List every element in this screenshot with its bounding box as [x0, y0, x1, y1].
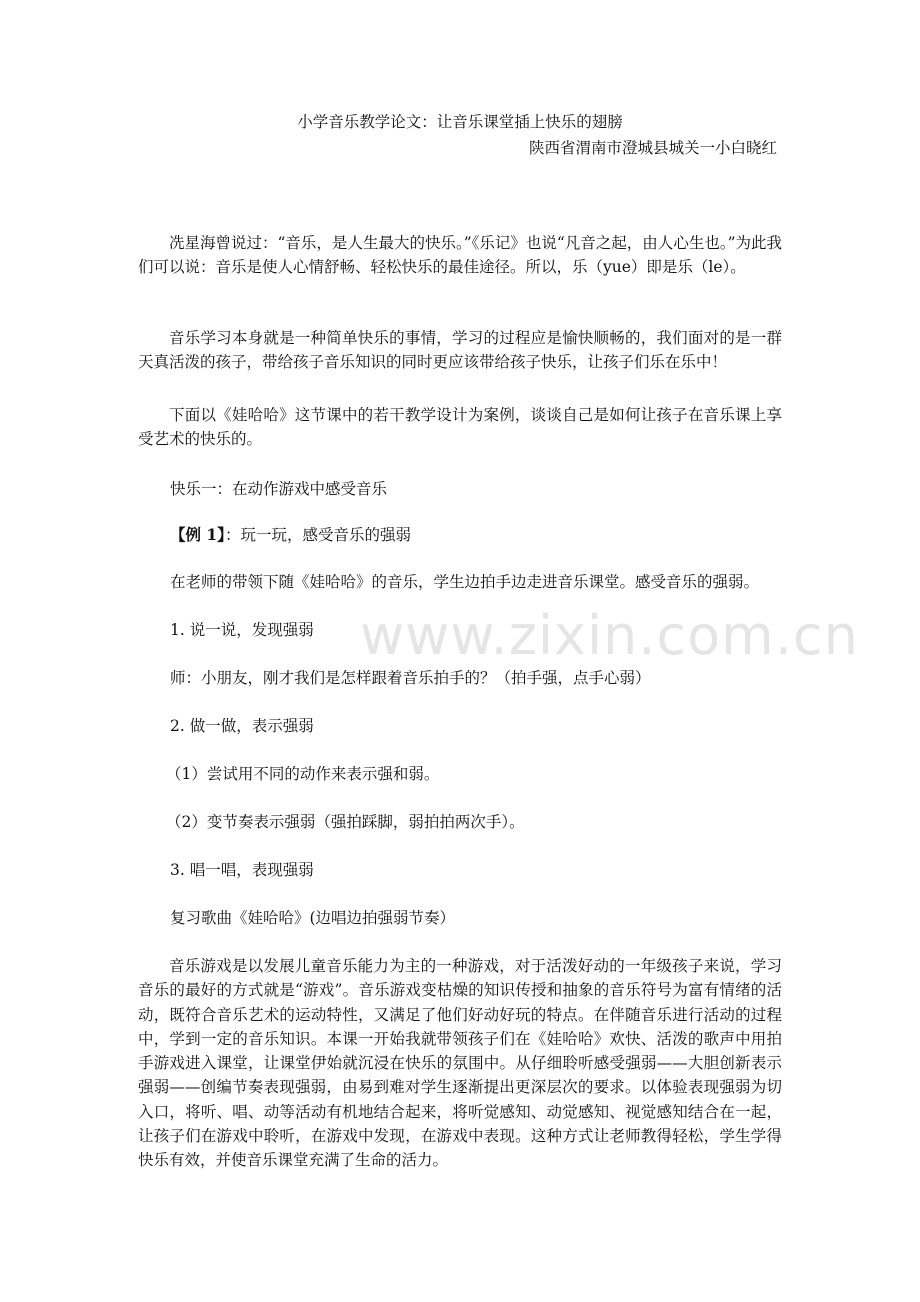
paragraph-3: 下面以《娃哈哈》这节课中的若干教学设计为案例，谈谈自己是如何让孩子在音乐课上享受艺术的快乐的。: [138, 406, 782, 449]
example-heading: [170, 523, 411, 547]
example-text: ：玩一玩，感受音乐的强弱: [224, 526, 411, 544]
review-line: 复习歌曲《娃哈哈》(边唱边拍强弱节奏）: [170, 909, 456, 927]
document-title: 小学音乐教学论文：让音乐课堂插上快乐的翅膀: [297, 113, 623, 131]
step-2: 2. 做一做，表示强弱: [170, 717, 314, 735]
step-2b: （2）变节奏表示强弱（强拍踩脚，弱拍拍两次手）。: [166, 813, 525, 831]
step-3: 3. 唱一唱，表现强弱: [170, 861, 314, 879]
example-label: 【例 1】: [170, 525, 225, 544]
intro-line: 在老师的带领下随《娃哈哈》的音乐，学生边拍手边走进音乐课堂。感受音乐的强弱。: [170, 573, 760, 591]
step-2a: （1）尝试用不同的动作来表示强和弱。: [166, 765, 440, 783]
step-1: 1. 说一说，发现强弱: [170, 621, 314, 639]
paragraph-1: 冼星海曾说过：“音乐，是人生最大的快乐。”《乐记》也说“凡音之起，由人心生也。”为此我们可以说：音乐是使人心情舒畅、轻松快乐的最佳途径。所以，乐（yue）即是乐（le）。: [138, 234, 782, 277]
teacher-line: 师：小朋友，刚才我们是怎样跟着音乐拍手的？（拍手强，点手心弱）: [170, 669, 651, 687]
section-heading-1: 快乐一：在动作游戏中感受音乐: [170, 480, 388, 498]
document-author: 陕西省渭南市澄城县城关一小白晓红: [528, 139, 777, 157]
paragraph-2: 音乐学习本身就是一种简单快乐的事情，学习的过程应是愉快顺畅的，我们面对的是一群天真活泼的孩子，带给孩子音乐知识的同时更应该带给孩子快乐，让孩子们乐在乐中！: [138, 329, 782, 372]
paragraph-4: 音乐游戏是以发展儿童音乐能力为主的一种游戏，对于活泼好动的一年级孩子来说，学习音乐的最好的方式就是“游戏”。音乐游戏变枯燥的知识传授和抽象的音乐符号为富有情绪的活动，既符合音乐艺术的运动特性，又满足了他们好动好玩的特点。在伴随音乐进行活动的过程中，学到一定的音乐知识。本课一开始我就带领孩子们在《娃哈哈》欢快、活泼的歌声中用拍手游戏进入课堂，让课堂伊始就沉浸在快乐的氛围中。从仔细聆听感受强弱——大胆创新表示强弱——创编节奏表现强弱，由易到难对学生逐渐提出更深层次的要求。以体验表现强弱为切入口，将听、唱、动等活动有机地结合起来，将听觉感知、动觉感知、视觉感知结合在一起，让孩子们在游戏中聆听，在游戏中发现，在游戏中表现。这种方式让老师教得轻松，学生学得快乐有效，并使音乐课堂充满了生命的活力。: [138, 957, 782, 1170]
watermark: www.zixin.com.cn: [360, 604, 859, 667]
